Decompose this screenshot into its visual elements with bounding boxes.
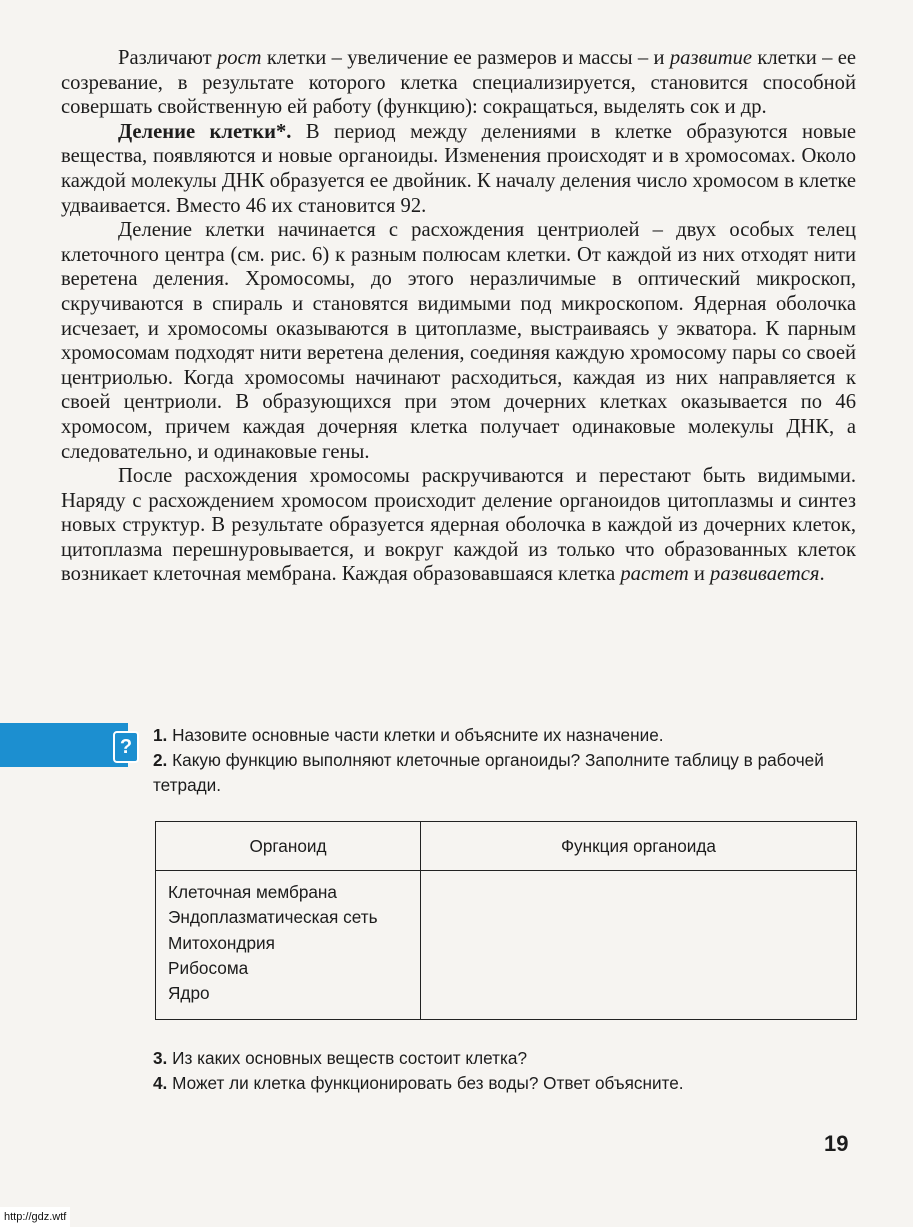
question-3 xyxy=(153,1046,863,1071)
text-run: После расхождения хромосомы раскручиваются и перестают быть видимыми. Наряду с расхождением хромосом происходит деление органоидов цитоплазмы и синтез новых структур. В результате образуется ядерная оболочка в каждой из дочерних клеток, цитоплазма перешнуровывается, и вокруг каждой из только что образованных клеток возникает клеточная мембрана. Каждая образовавшаяся клетка xyxy=(61,465,856,586)
question-number: 3. xyxy=(153,1048,168,1068)
text-run: и xyxy=(688,563,711,586)
question-text: Назовите основные части клетки и объясните их назначение. xyxy=(167,725,664,745)
organoid-item: Рибосома xyxy=(168,957,249,978)
question-number: 4. xyxy=(153,1073,168,1093)
question-text: Какую функцию выполняют клеточные органоиды? Заполните таблицу в рабочей тетради. xyxy=(153,750,824,795)
text-run: . xyxy=(819,563,825,586)
questions-block-bottom xyxy=(153,1046,863,1096)
questions-block-top xyxy=(153,723,863,798)
question-mark-icon: ? xyxy=(113,731,139,763)
paragraph-cell-division xyxy=(61,120,856,218)
text-run: клетки – увеличение ее размеров и массы – и xyxy=(261,47,670,69)
text-run: В период между делениями в клетке образуются новые вещества, появляются и новые органоиды. Изменения происходят и в хромосомах. Около каждой молекулы ДНК образуется ее двойник. К началу деления число хромосом в клетке удваивается. Вместо 46 их становится 92. xyxy=(61,120,856,217)
organoid-item: Эндоплазматическая сеть xyxy=(168,907,378,928)
header-function: Функция органоида xyxy=(421,822,857,871)
term-develops: развивается xyxy=(710,563,820,586)
header-organoid: Органоид xyxy=(156,822,421,871)
question-1 xyxy=(153,723,863,748)
organoid-item: Митохондрия xyxy=(168,932,275,953)
table-header-row xyxy=(156,822,857,871)
organoid-table xyxy=(155,821,857,1020)
page-number: 19 xyxy=(824,1131,849,1156)
table-row xyxy=(156,871,857,1020)
question-4 xyxy=(153,1071,863,1096)
organoid-list-cell xyxy=(156,871,421,1020)
section-heading: Деление клетки*. xyxy=(118,120,292,143)
question-number: 1. xyxy=(153,725,168,745)
organoid-item: Клеточная мембрана xyxy=(168,882,337,902)
term-development: развитие xyxy=(669,47,753,69)
text-run: клетки – ее созревание, в результате которого клетка специализируется, становится способной совершать свойственную ей работу (функцию): сокращаться, выделять сок и др. xyxy=(61,47,856,119)
source-watermark: http://gdz.wtf xyxy=(0,1207,70,1227)
questions-marker-bar xyxy=(0,723,128,767)
paragraph-division-process: Деление клетки начинается с расхождения центриолей – двух особых телец клеточного центра (см. рис. 6) к разным полюсам клетки. От каждой из них отходят нити веретена деления. Хромосомы, до этого неразличимые в оптический микроскоп, скручиваются в спираль и становятся видимыми под микроскопом. Ядерная оболочка исчезает, и хромосомы оказываются в цитоплазме, выстраиваясь у экватора. К парным хромосомам подходят нити веретена деления, соединяя каждую хромосому пары со своей центриолью. Когда хромосомы начинают расходиться, каждая из них направляется к своей центриоли. В образующихся при этом дочерних клетках оказывается по 46 хромосом, причем каждая дочерняя клетка получает одинаковые молекулы ДНК, а следовательно, и одинаковые гены. xyxy=(61,219,856,463)
main-text xyxy=(61,46,856,587)
text-run: Различают xyxy=(118,47,217,69)
term-grows: растет xyxy=(620,563,689,586)
question-text: Из каких основных веществ состоит клетка? xyxy=(167,1048,528,1068)
question-text: Может ли клетка функционировать без воды? Ответ объясните. xyxy=(167,1073,684,1093)
paragraph-growth xyxy=(61,46,856,120)
term-growth: рост xyxy=(216,47,262,69)
question-2 xyxy=(153,748,863,798)
function-cell xyxy=(421,871,857,1020)
organoid-item: Ядро xyxy=(168,983,210,1004)
paragraph-after-division xyxy=(61,464,856,587)
question-number: 2. xyxy=(153,750,168,770)
